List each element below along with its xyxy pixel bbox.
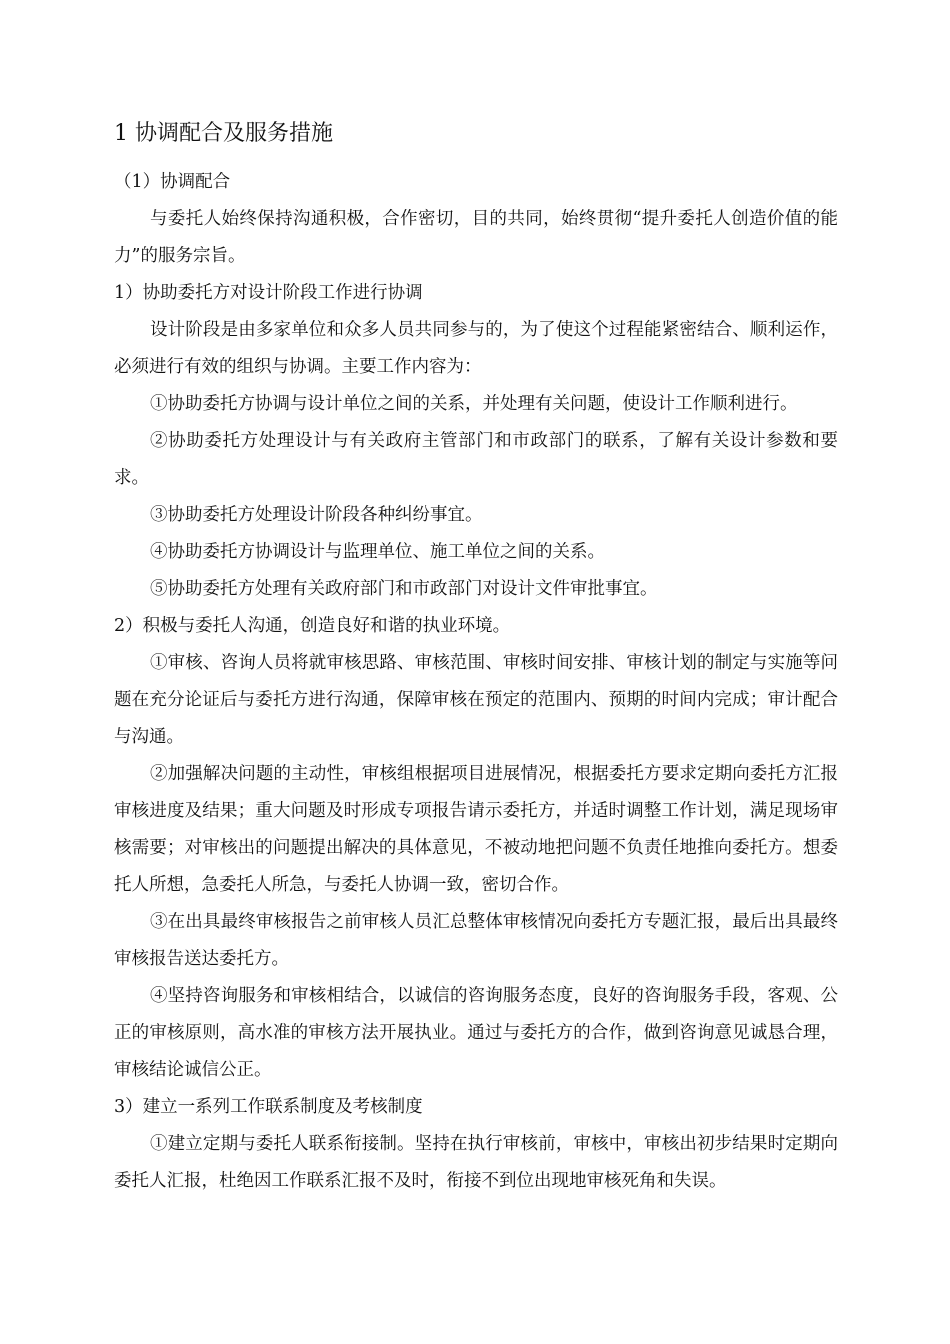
item-heading-design-stage: 1）协助委托方对设计阶段工作进行协调: [114, 283, 423, 303]
list-item-design-2: ②协助委托方处理设计与有关政府主管部门和市政部门的联系，了解有关设计参数和要求。: [114, 431, 838, 488]
list-item-communication-3: ③在出具最终审核报告之前审核人员汇总整体审核情况向委托方专题汇报，最后出具最终审核报告送达委托方。: [114, 912, 838, 969]
section-heading: 1 协调配合及服务措施: [114, 121, 333, 146]
list-item-communication-2: ②加强解决问题的主动性，审核组根据项目进展情况，根据委托方要求定期向委托方汇报审核进度及结果；重大问题及时形成专项报告请示委托方，并适时调整工作计划，满足现场审核需要；对审核出的问题提出解决的具体意见，不被动地把问题不负责任地推向委托方。想委托人所想，急委托人所急，与委托人协调一致，密切合作。: [114, 764, 838, 895]
item-heading-systems: 3）建立一系列工作联系制度及考核制度: [114, 1097, 423, 1117]
item-heading-communication: 2）积极与委托人沟通，创造良好和谐的执业环境。: [114, 616, 511, 636]
list-item-design-5: ⑤协助委托方处理有关政府部门和市政部门对设计文件审批事宜。: [150, 579, 658, 599]
list-item-communication-4: ④坚持咨询服务和审核相结合，以诚信的咨询服务态度，良好的咨询服务手段，客观、公正的审核原则，高水准的审核方法开展执业。通过与委托方的合作，做到咨询意见诚恳合理，审核结论诚信公正。: [114, 986, 838, 1080]
list-item-communication-1: ①审核、咨询人员将就审核思路、审核范围、审核时间安排、审核计划的制定与实施等问题在充分论证后与委托方进行沟通，保障审核在预定的范围内、预期的时间内完成；审计配合与沟通。: [114, 653, 838, 747]
list-item-design-3: ③协助委托方处理设计阶段各种纠纷事宜。: [150, 505, 483, 525]
list-item-design-4: ④协助委托方协调设计与监理单位、施工单位之间的关系。: [150, 542, 605, 562]
paragraph-design-stage: 设计阶段是由多家单位和众多人员共同参与的，为了使这个过程能紧密结合、顺利运作，必须进行有效的组织与协调。主要工作内容为：: [114, 320, 838, 377]
list-item-design-1: ①协助委托方协调与设计单位之间的关系，并处理有关问题，使设计工作顺利进行。: [150, 394, 798, 414]
list-item-systems-1: ①建立定期与委托人联系衔接制。坚持在执行审核前，审核中，审核出初步结果时定期向委托人汇报，杜绝因工作联系汇报不及时，衔接不到位出现地审核死角和失误。: [114, 1134, 838, 1191]
paragraph-service-purpose: 与委托人始终保持沟通积极，合作密切，目的共同，始终贯彻“提升委托人创造价值的能力”的服务宗旨。: [114, 209, 838, 266]
subsection-heading-coordination: （1）协调配合: [114, 172, 231, 192]
